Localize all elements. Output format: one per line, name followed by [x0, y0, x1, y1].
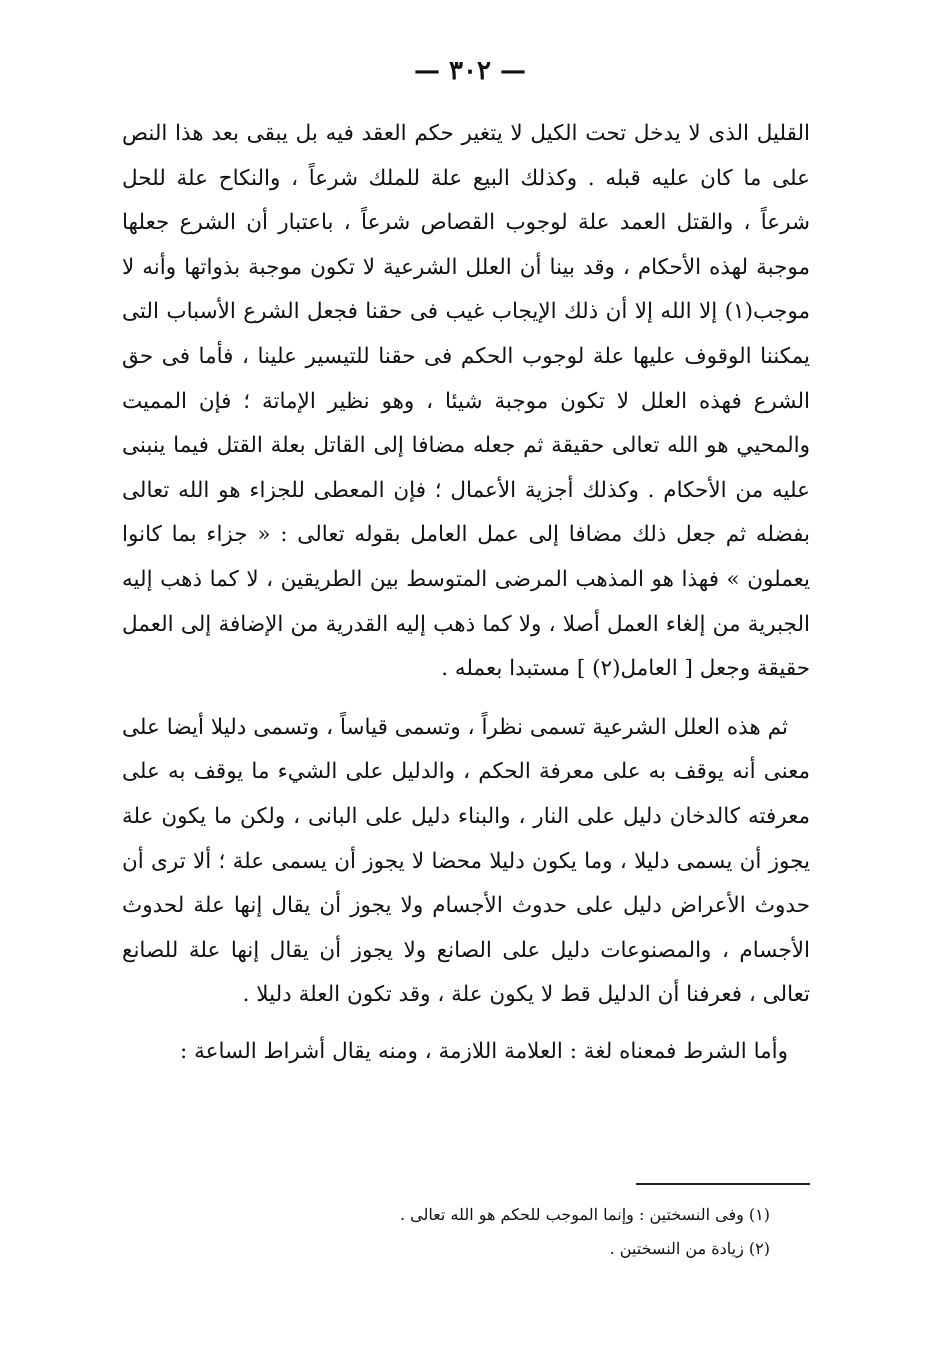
footnote-separator	[636, 1183, 810, 1185]
footnote-2: (٢) زيادة من النسختين .	[609, 1239, 770, 1258]
page-number: — ٣٠٢ —	[413, 56, 527, 86]
main-text	[122, 112, 810, 1074]
footnotes	[300, 1198, 770, 1266]
paragraph-1: القليل الذى لا يدخل تحت الكيل لا يتغير حكم العقد فيه بل يبقى بعد هذا النص على ما كان عليه قبله . وكذلك البيع علة للملك شرعاً ، والنكاح علة للحل شرعاً ، والقتل العمد علة لوجوب القصاص شرعاً ، باعتبار أن الشرع جعلها موجبة لهذه الأحكام ، وقد بينا أن العلل الشرعية لا تكون موجبة بذواتها وأنه لا موجب(١) إلا الله إلا أن ذلك الإيجاب غيب فى حقنا فجعل الشرع الأسباب التى يمكننا الوقوف عليها علة لوجوب الحكم فى حقنا للتيسير علينا ، فأما فى حق الشرع فهذه العلل لا تكون موجبة شيئا ، وهو نظير الإماتة ؛ فإن المميت والمحيي هو الله تعالى حقيقة ثم جعله مضافا إلى القاتل بعلة القتل فيما ينبنى عليه من الأحكام . وكذلك أجزية الأعمال ؛ فإن المعطى للجزاء هو الله تعالى بفضله ثم جعل ذلك مضافا إلى عمل العامل بقوله تعالى : « جزاء بما كانوا يعملون » فهذا هو المذهب المرضى المتوسط بين الطريقين ، لا كما ذهب إليه الجبرية من إلغاء العمل أصلا ، ولا كما ذهب إليه القدرية من الإضافة إلى العمل حقيقة وجعل [ العامل(٢) ] مستبدا بعمله .	[122, 121, 810, 682]
footnote-1: (١) وفى النسختين : وإنما الموجب للحكم هو الله تعالى .	[399, 1205, 770, 1224]
paragraph-3: وأما الشرط فمعناه لغة : العلامة اللازمة ، ومنه يقال أشراط الساعة :	[180, 1038, 788, 1064]
paragraph-2: ثم هذه العلل الشرعية تسمى نظراً ، وتسمى قياساً ، وتسمى دليلا أيضا على معنى أنه يوقف به على معرفة الحكم ، والدليل على الشيء ما يوقف به على معرفته كالدخان دليل على النار ، والبناء دليل على البانى ، ولكن ما يكون علة يجوز أن يسمى دليلا ، وما يكون دليلا محضا لا يجوز أن يسمى علة ؛ ألا ترى أن حدوث الأعراض دليل على حدوث الأجسام ولا يجوز أن يقال إنها علة لحدوث الأجسام ، والمصنوعات دليل على الصانع ولا يجوز أن يقال إنها علة للصانع تعالى ، فعرفنا أن الدليل قط لا يكون علة ، وقد تكون العلة دليلا .	[122, 714, 810, 1008]
